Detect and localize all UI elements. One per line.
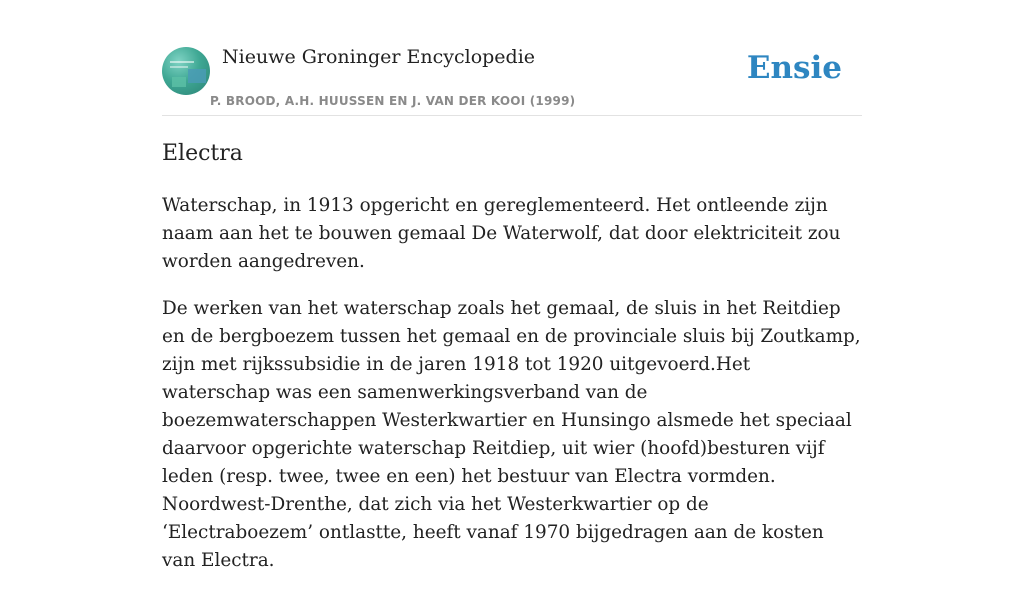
book-title-link[interactable]: Nieuwe Groninger Encyclopedie — [222, 46, 536, 68]
article-body — [162, 192, 862, 594]
book-cover-image[interactable] — [162, 47, 210, 95]
article-paragraph: Waterschap, in 1913 opgericht en gereglementeerd. Het ontleende zijn naam aan het te bouwen gemaal De Waterwolf, dat door elektriciteit zou worden aangedreven. — [162, 195, 841, 272]
cover-decoration — [170, 66, 188, 68]
article-title: Electra — [162, 141, 243, 166]
ensie-logo[interactable]: Ensie — [746, 50, 842, 86]
header — [162, 0, 862, 116]
book-authors: P. BROOD, A.H. HUUSSEN EN J. VAN DER KOOI (1999) — [210, 94, 576, 108]
cover-decoration — [170, 61, 194, 63]
cover-decoration — [172, 77, 186, 87]
article-paragraph: De werken van het waterschap zoals het gemaal, de sluis in het Reitdiep en de bergboezem tussen het gemaal en de provinciale sluis bij Zoutkamp, zijn met rijkssubsidie in de jaren 1918 tot 1920 uitgevoerd.Het waterschap was een samenwerkingsverband van de boezemwaterschappen Westerkwartier en Hunsingo alsmede het speciaal daarvoor opgerichte waterschap Reitdiep, uit wier (hoofd)besturen vijf leden (resp. twee, twee en een) het bestuur van Electra vormden. Noordwest-Drenthe, dat zich via het Westerkwartier op de ‘Electraboezem’ ontlastte, heeft vanaf 1970 bijgedragen aan de kosten van Electra. — [162, 298, 861, 571]
cover-decoration — [188, 69, 206, 83]
